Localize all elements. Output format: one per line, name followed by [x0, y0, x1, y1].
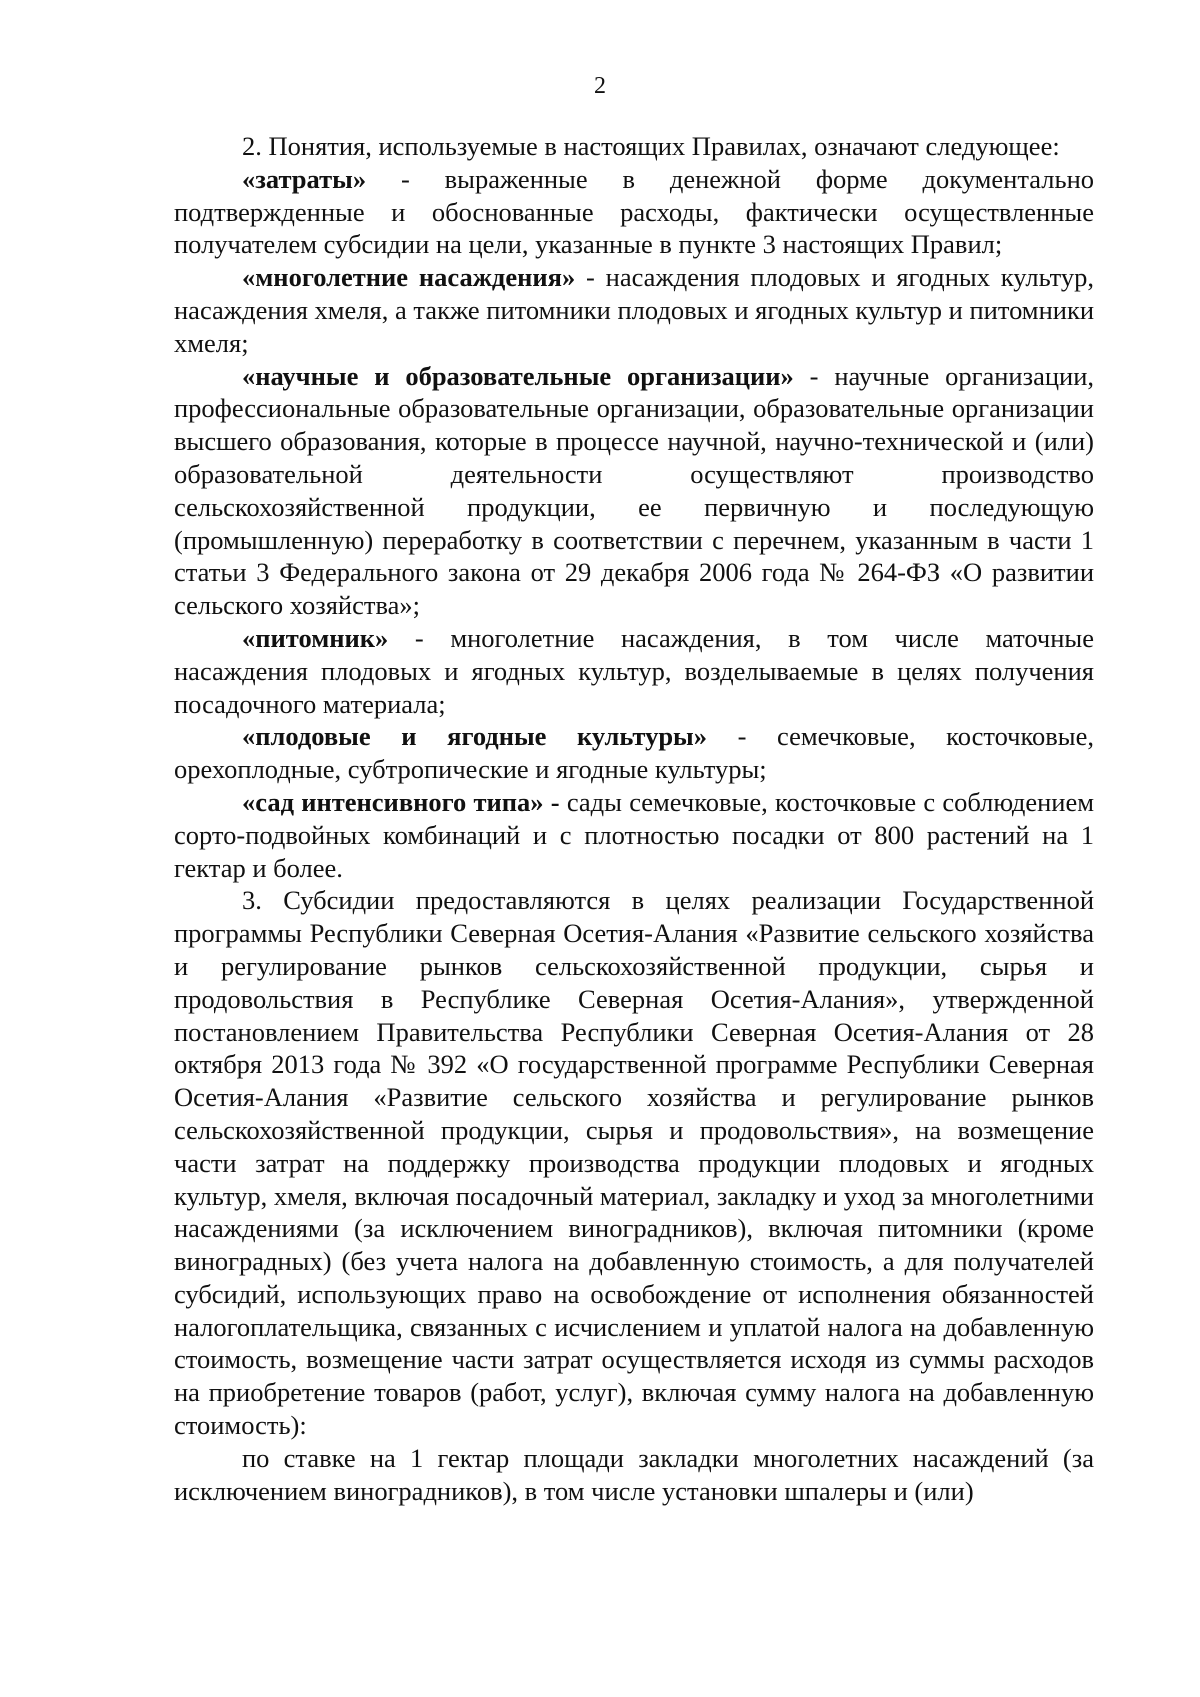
paragraph-text: - научные организации, профессиональные образовательные организации, образовательные организации высшего образования, которые в процессе научной, научно-технической и (или) образовательной деятельности осуществляют производство сельскохозяйственной продукции, ее первичную и последующую (промышленную) переработку в соответствии с перечнем, указанным в части 1 статьи 3 Федерального закона от 29 декабря 2006 года № 264-ФЗ «О развитии сельского хозяйства»;: [174, 360, 1094, 621]
paragraph-rate-per-hectare: [174, 1442, 1094, 1508]
term: «питомник»: [242, 622, 389, 653]
document-body: [174, 130, 1094, 1507]
term: «научные и образовательные организации»: [242, 360, 794, 391]
paragraph-text: сады семечковые, косточковые с соблюдением сорто-подвойных комбинаций и с плотностью посадки от 800 растений на 1 гектар и более.: [174, 786, 1094, 883]
paragraph-definition-intensive-garden: [174, 786, 1094, 884]
term: «многолетние насаждения»: [242, 262, 576, 293]
paragraph-definitions-intro: [174, 130, 1094, 163]
paragraph-text: по ставке на 1 гектар площади закладки многолетних насаждений (за исключением виноградников), в том числе установки шпалеры и (или): [174, 1442, 1094, 1506]
paragraph-text: - семечковые, косточковые, орехоплодные, субтропические и ягодные культуры;: [174, 721, 1094, 785]
term: «сад интенсивного типа» -: [242, 786, 560, 817]
paragraph-text: 3. Субсидии предоставляются в целях реализации Государственной программы Республики Северная Осетия-Алания «Развитие сельского хозяйства и регулирование рынков сельскохозяйственной продукции, сырья и продовольствия в Республике Северная Осетия-Алания», утвержденной постановлением Правительства Республики Северная Осетия-Алания от 28 октября 2013 года № 392 «О государственной программе Республики Северная Осетия-Алания «Развитие сельского хозяйства и регулирование рынков сельскохозяйственной продукции, сырья и продовольствия», на возмещение части затрат на поддержку производства продукции плодовых и ягодных культур, хмеля, включая посадочный материал, закладку и уход за многолетними насаждениями (за исключением виноградников), включая питомники (кроме виноградных) (без учета налога на добавленную стоимость, а для получателей субсидий, использующих право на освобождение от исполнения обязанностей налогоплательщика, связанных с исчислением и уплатой налога на добавленную стоимость, возмещение части затрат осуществляется исходя из суммы расходов на приобретение товаров (работ, услуг), включая сумму налога на добавленную стоимость):: [174, 885, 1094, 1441]
paragraph-definition-nursery: [174, 622, 1094, 720]
paragraph-definition-fruit-crops: [174, 720, 1094, 786]
paragraph-text: - многолетние насаждения, в том числе маточные насаждения плодовых и ягодных культур, возделываемые в целях получения посадочного материала;: [174, 622, 1094, 719]
paragraph-text: - насаждения плодовых и ягодных культур, насаждения хмеля, а также питомники плодовых и ягодных культур и питомники хмеля;: [174, 262, 1094, 358]
paragraph-definition-perennial-plantings: [174, 261, 1094, 359]
paragraph-definition-organizations: [174, 360, 1094, 622]
page-number: 2: [594, 73, 606, 99]
paragraph-definition-costs: [174, 163, 1094, 261]
paragraph-text: - выраженные в денежной форме документально подтвержденные и обоснованные расходы, фактически осуществленные получателем субсидии на цели, указанные в пункте 3 настоящих Правил;: [174, 163, 1094, 260]
paragraph-text: 2. Понятия, используемые в настоящих Правилах, означают следующее:: [242, 131, 1060, 161]
term: «затраты»: [242, 163, 367, 194]
term: «плодовые и ягодные культуры»: [242, 721, 707, 752]
paragraph-subsidies-purpose: [174, 884, 1094, 1442]
